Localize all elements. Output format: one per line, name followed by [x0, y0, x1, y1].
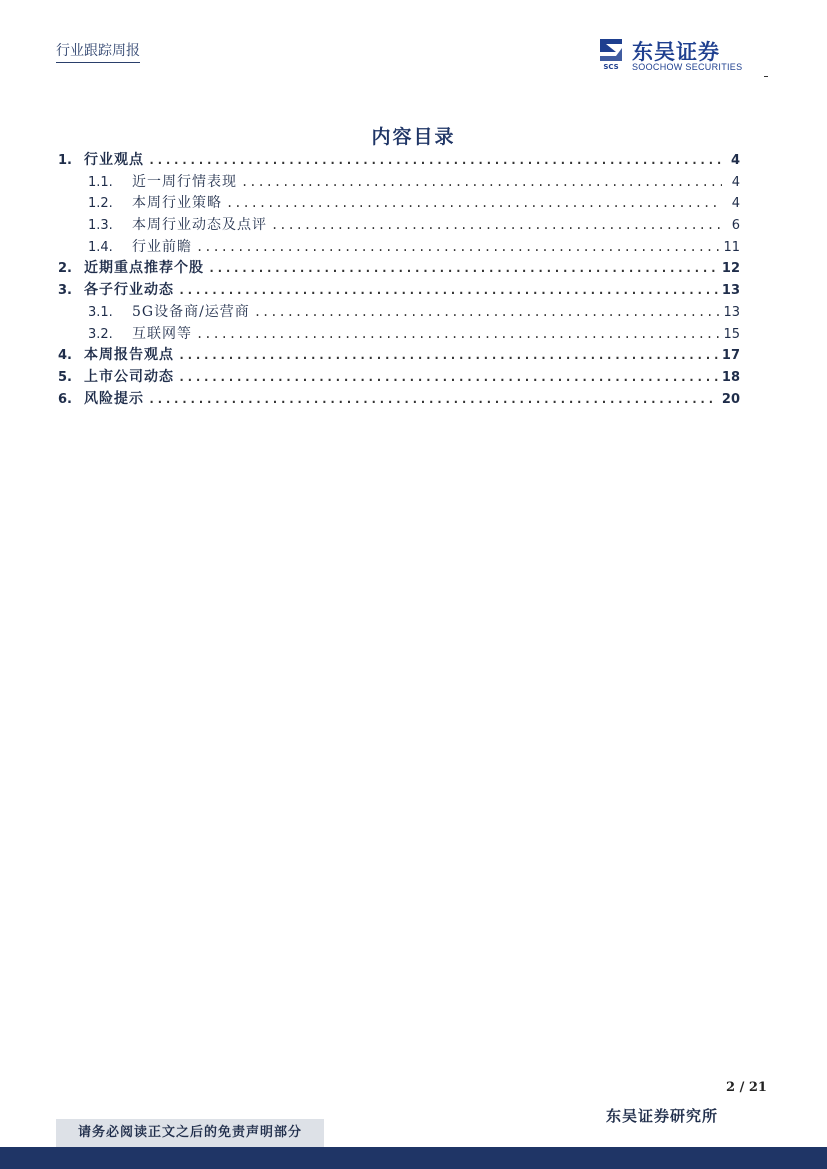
toc-leader-dots — [178, 280, 718, 302]
toc-number: 3.1. — [88, 304, 113, 320]
toc-leader-dots — [254, 302, 720, 324]
toc-page: 6 — [731, 218, 740, 234]
toc-entry-1-4[interactable] — [58, 237, 740, 259]
toc-page: 4 — [731, 174, 740, 190]
toc-text: 本周行业动态及点评 — [132, 217, 267, 234]
toc-number: 4. — [58, 348, 72, 364]
toc-entry-3[interactable] — [58, 280, 740, 302]
toc-entry-3-2[interactable] — [58, 324, 740, 346]
toc-number: 5. — [58, 369, 72, 385]
toc-page: 12 — [721, 261, 740, 277]
toc-text: 近一周行情表现 — [132, 173, 237, 190]
toc-text: 5G设备商/运营商 — [132, 303, 250, 320]
toc-entry-1-2[interactable] — [58, 193, 740, 215]
toc-page: 15 — [723, 326, 740, 342]
toc-leader-dots — [226, 193, 722, 215]
toc-leader-dots — [148, 389, 718, 411]
toc-text: 互联网等 — [132, 325, 192, 342]
company-logo — [596, 36, 764, 76]
header-mark — [764, 76, 768, 77]
toc-number: 1.4. — [88, 239, 113, 255]
toc-number: 1.3. — [88, 218, 113, 234]
toc-entry-2[interactable] — [58, 258, 740, 280]
institute-name: 东吴证券研究所 — [606, 1107, 719, 1125]
toc-leader-dots — [208, 258, 718, 280]
page-number: 2 / 21 — [726, 1080, 767, 1095]
toc-leader-dots — [196, 324, 719, 346]
logo-chinese-name: 东吴证券 — [632, 40, 720, 64]
toc-leader-dots — [178, 345, 718, 367]
disclaimer-banner — [56, 1119, 324, 1147]
toc-leader-dots — [196, 237, 719, 259]
toc-page: 18 — [721, 369, 740, 385]
toc-entry-6[interactable] — [58, 389, 740, 411]
toc-entry-3-1[interactable] — [58, 302, 740, 324]
toc-text: 上市公司动态 — [84, 368, 174, 385]
disclaimer-text: 请务必阅读正文之后的免责声明部分 — [77, 1125, 302, 1140]
logo-mark-icon — [596, 36, 626, 70]
toc-text: 行业观点 — [84, 152, 144, 168]
toc-title: 内容目录 — [371, 126, 456, 148]
toc-number: 2. — [58, 261, 72, 277]
toc-page: 4 — [730, 153, 740, 168]
table-of-contents — [58, 150, 740, 410]
toc-entry-5[interactable] — [58, 367, 740, 389]
toc-entry-4[interactable] — [58, 345, 740, 367]
toc-entry-1-3[interactable] — [58, 215, 740, 237]
footer-bar — [0, 1147, 827, 1169]
toc-number: 3.2. — [88, 326, 113, 342]
logo-english-name: SOOCHOW SECURITIES — [632, 62, 743, 72]
toc-leader-dots — [178, 367, 718, 389]
toc-leader-dots — [148, 150, 722, 172]
report-category: 行业跟踪周报 — [56, 40, 140, 63]
toc-text: 本周行业策略 — [132, 195, 222, 212]
toc-text: 行业前瞻 — [132, 238, 192, 255]
toc-page: 13 — [723, 304, 740, 320]
toc-number: 6. — [58, 391, 72, 407]
toc-text: 本周报告观点 — [84, 347, 174, 364]
toc-leader-dots — [271, 215, 722, 237]
toc-page: 13 — [721, 283, 740, 299]
toc-number: 3. — [58, 283, 72, 299]
toc-number: 1.1. — [88, 174, 113, 190]
toc-entry-1[interactable] — [58, 150, 740, 172]
toc-page: 20 — [721, 391, 740, 407]
toc-number: 1. — [58, 153, 72, 168]
toc-text: 各子行业动态 — [84, 282, 174, 299]
toc-number: 1.2. — [88, 196, 113, 212]
toc-text: 风险提示 — [84, 390, 144, 407]
toc-page: 17 — [721, 348, 740, 364]
toc-leader-dots — [241, 172, 722, 194]
toc-page: 11 — [723, 239, 740, 255]
toc-page: 4 — [731, 196, 740, 212]
toc-text: 近期重点推荐个股 — [84, 260, 204, 277]
toc-entry-1-1[interactable] — [58, 172, 740, 194]
logo-mark-text: SCS — [603, 63, 619, 70]
